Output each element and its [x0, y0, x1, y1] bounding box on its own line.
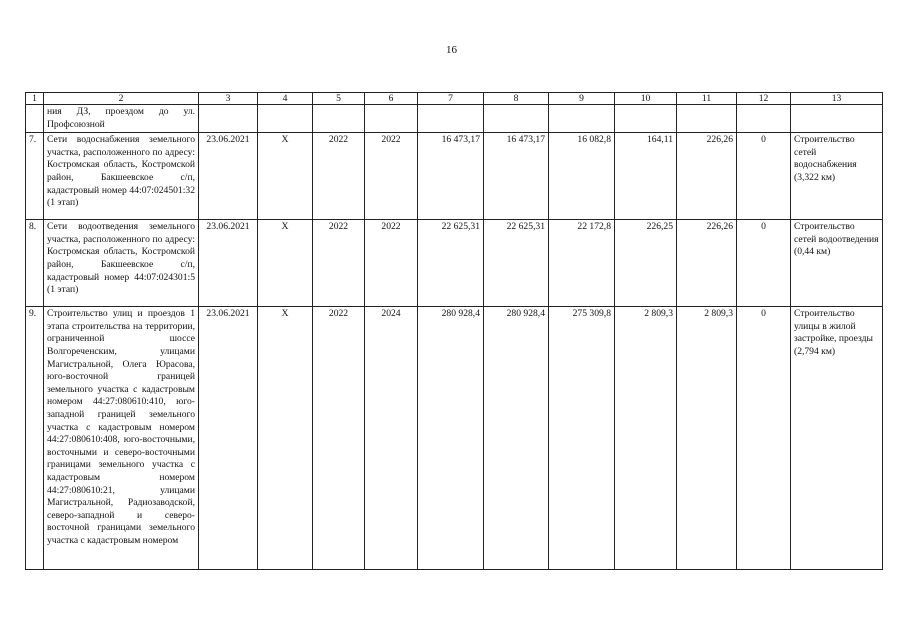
empty-cell	[313, 105, 365, 133]
row-col7: 22 625,31	[418, 220, 484, 307]
col-header: 11	[677, 93, 737, 105]
empty-cell	[418, 105, 484, 133]
investment-table	[25, 92, 883, 570]
row-col9: 22 172,8	[549, 220, 615, 307]
row-col11: 226,26	[677, 133, 737, 220]
row-col11: 226,26	[677, 220, 737, 307]
table-row-continuation	[26, 105, 883, 133]
row-result: Строительство сетей водоотведения (0,44 км)	[791, 220, 883, 307]
table-row	[26, 307, 883, 570]
row-col10: 226,25	[615, 220, 677, 307]
row-description: ния ДЗ, проездом до ул. Профсоюзной	[44, 105, 199, 133]
row-description: Строительство улиц и проездов 1 этапа строительства на территории, ограниченной шоссе Волгореченским, улицами Магистральной, Олега Юрасова, юго-восточной границей земельного участка с кадастровым номером 44:27:080610:410, юго-западной границей земельного участка с кадастровым номером 44:27:080610:408, юго-восточными, восточными и северо-восточными границами земельного участка с кадастровым номером 44:27:080610:21, улицами Магистральной, Радиозаводской, северо-западной и северо-восточной границами земельного участка с кадастровым номером	[44, 307, 199, 570]
row-start-year: 2022	[313, 220, 365, 307]
empty-cell	[737, 105, 791, 133]
row-col10: 164,11	[615, 133, 677, 220]
row-end-year: 2022	[365, 133, 418, 220]
row-col12: 0	[737, 307, 791, 570]
table-row	[26, 133, 883, 220]
col-header: 3	[199, 93, 258, 105]
row-col10: 2 809,3	[615, 307, 677, 570]
col-header: 4	[258, 93, 313, 105]
page-number: 16	[446, 44, 457, 56]
row-col9: 16 082,8	[549, 133, 615, 220]
row-col4: X	[258, 133, 313, 220]
row-col7: 16 473,17	[418, 133, 484, 220]
row-col9: 275 309,8	[549, 307, 615, 570]
empty-cell	[791, 105, 883, 133]
col-header: 13	[791, 93, 883, 105]
row-col7: 280 928,4	[418, 307, 484, 570]
col-header: 6	[365, 93, 418, 105]
row-start-year: 2022	[313, 307, 365, 570]
row-description: Сети водоотведения земельного участка, расположенного по адресу: Костромская область, Костромской район, Бакшеевское с/п, кадастровый номер 44:07:024301:5 (1 этап)	[44, 220, 199, 307]
col-header: 12	[737, 93, 791, 105]
row-col4: X	[258, 220, 313, 307]
empty-cell	[484, 105, 549, 133]
row-number: 8.	[26, 220, 44, 307]
col-header: 1	[26, 93, 44, 105]
row-end-year: 2022	[365, 220, 418, 307]
row-col8: 280 928,4	[484, 307, 549, 570]
column-number-row	[26, 93, 883, 105]
empty-cell	[615, 105, 677, 133]
row-start-year: 2022	[313, 133, 365, 220]
col-header: 10	[615, 93, 677, 105]
empty-cell	[365, 105, 418, 133]
row-col12: 0	[737, 133, 791, 220]
row-number: 9.	[26, 307, 44, 570]
col-header: 7	[418, 93, 484, 105]
row-col12: 0	[737, 220, 791, 307]
row-result: Строительство улицы в жилой застройке, проезды (2,794 км)	[791, 307, 883, 570]
row-col8: 22 625,31	[484, 220, 549, 307]
empty-cell	[677, 105, 737, 133]
table-row	[26, 220, 883, 307]
row-date: 23.06.2021	[199, 133, 258, 220]
row-number: 7.	[26, 133, 44, 220]
row-date: 23.06.2021	[199, 307, 258, 570]
empty-cell	[549, 105, 615, 133]
col-header: 5	[313, 93, 365, 105]
row-col8: 16 473,17	[484, 133, 549, 220]
empty-cell	[199, 105, 258, 133]
row-col11: 2 809,3	[677, 307, 737, 570]
row-col4: X	[258, 307, 313, 570]
col-header: 8	[484, 93, 549, 105]
row-number	[26, 105, 44, 133]
empty-cell	[258, 105, 313, 133]
row-end-year: 2024	[365, 307, 418, 570]
row-date: 23.06.2021	[199, 220, 258, 307]
row-description: Сети водоснабжения земельного участка, расположенного по адресу: Костромская область, Костромской район, Бакшеевское с/п, кадастровый номер 44:07:024501:32 (1 этап)	[44, 133, 199, 220]
col-header: 2	[44, 93, 199, 105]
row-result: Строительство сетей водоснабжения (3,322 км)	[791, 133, 883, 220]
col-header: 9	[549, 93, 615, 105]
